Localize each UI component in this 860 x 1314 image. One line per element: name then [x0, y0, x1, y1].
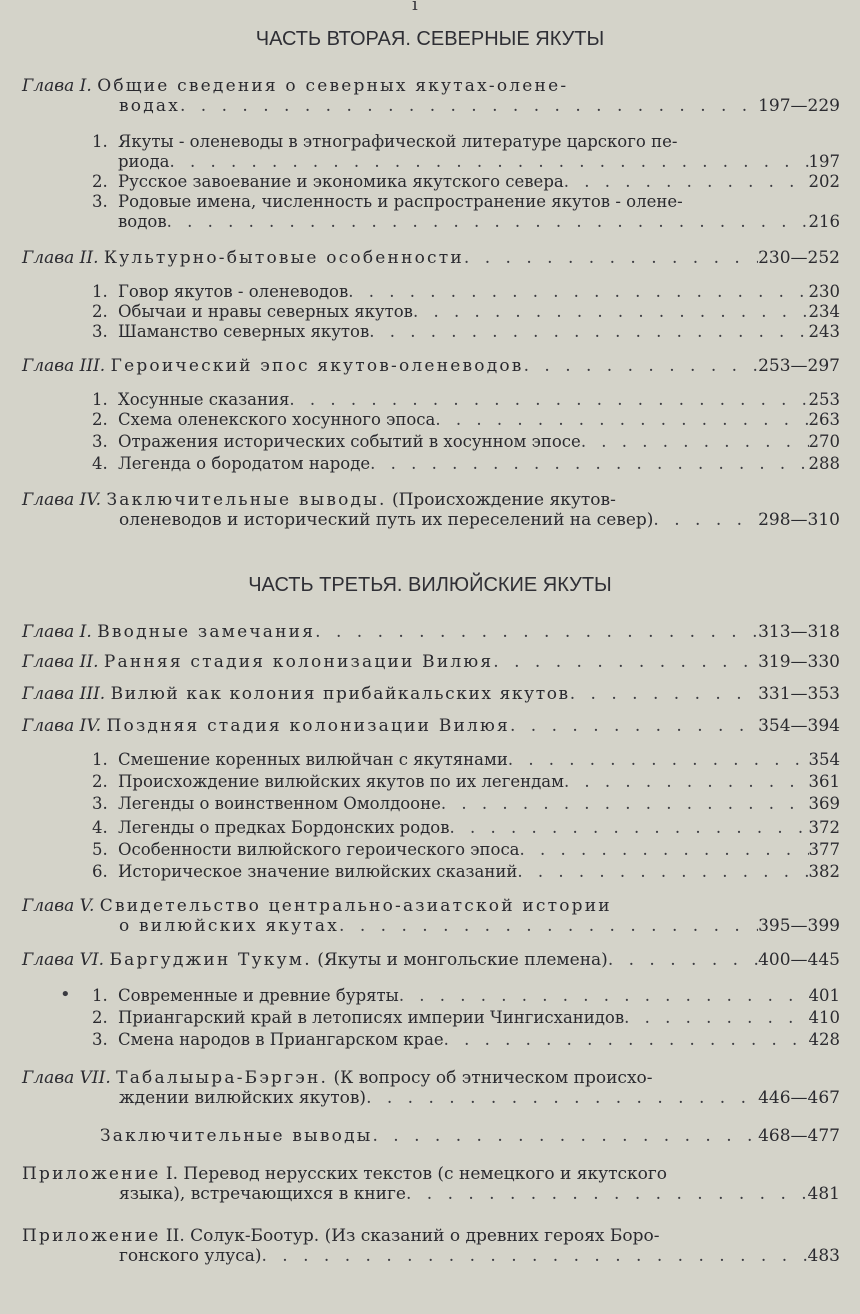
- chapter-title: Табалыыра-Бэргэн.: [116, 1068, 329, 1088]
- section-page: 410: [808, 1008, 840, 1027]
- section-page: 288: [808, 454, 840, 473]
- conclusions-pages: 468—477: [758, 1126, 840, 1146]
- section-title: Якуты - оленеводы в этнографической литературе царского пе-: [118, 132, 678, 151]
- appendix-1: [22, 1164, 840, 1204]
- chapter-label: Глава II.: [22, 248, 99, 268]
- chapter-title: Ранняя стадия колонизации Вилюя: [103, 652, 494, 672]
- section-title: Говор якутов - оленеводов: [118, 282, 349, 301]
- chapter-label: Глава IV.: [22, 716, 102, 736]
- appendix-pages: 481: [807, 1184, 840, 1204]
- chapter-title-cont: водах: [119, 96, 180, 116]
- print-mark: ı: [412, 0, 418, 15]
- section-number: 2.: [92, 302, 108, 321]
- section-page: 354: [808, 750, 840, 769]
- chapter-p2-2: [22, 248, 840, 268]
- section-p2-3-1: [92, 390, 840, 410]
- section-p3-4-3: [92, 794, 840, 814]
- chapter-label: Глава V.: [22, 896, 95, 916]
- section-page: 253: [808, 390, 840, 409]
- section-number: 3.: [92, 432, 108, 451]
- section-title: Обычаи и нравы северных якутов: [118, 302, 413, 321]
- appendix-title-cont: языка), встречающихся в книге: [119, 1184, 406, 1204]
- section-p3-6-2: [92, 1008, 840, 1028]
- chapter-p2-1: [22, 76, 840, 116]
- section-number: 2.: [92, 410, 108, 429]
- section-page: 216: [808, 212, 840, 231]
- appendix-label: Приложение: [22, 1226, 161, 1246]
- section-page: 263: [808, 410, 840, 429]
- section-title: Русское завоевание и экономика якутского севера: [118, 172, 564, 191]
- section-page: 197: [808, 152, 840, 171]
- section-page: 377: [808, 840, 840, 859]
- chapter-title: Общие сведения о северных якутах-олене-: [97, 76, 569, 96]
- section-number: 3.: [92, 1030, 108, 1049]
- section-title: Современные и древние буряты: [118, 986, 399, 1005]
- chapter-pages: 230—252: [758, 248, 840, 268]
- section-number: 3.: [92, 794, 108, 813]
- chapter-label: Глава VII.: [22, 1068, 111, 1088]
- bullet-mark: •: [60, 984, 71, 1005]
- section-p3-4-6: [92, 862, 840, 882]
- section-number: 2.: [92, 1008, 108, 1027]
- appendix-title: I. Перевод нерусских текстов (с немецкого и якутского: [165, 1164, 668, 1184]
- section-page: 234: [808, 302, 840, 321]
- chapter-pages: 400—445: [758, 950, 840, 970]
- chapter-p3-7: [22, 1068, 840, 1108]
- chapter-subtitle-cont: оленеводов и исторический путь их переселений на север): [119, 510, 654, 530]
- chapter-title: Вилюй как колония прибайкальских якутов: [110, 684, 570, 704]
- chapter-pages: 313—318: [758, 622, 840, 642]
- section-title: Легенды о предках Бордонских родов: [118, 818, 450, 837]
- chapter-pages: 298—310: [758, 510, 840, 530]
- section-title: Историческое значение вилюйских сказаний: [118, 862, 518, 881]
- section-page: 369: [808, 794, 840, 813]
- appendix-pages: 483: [807, 1246, 840, 1266]
- section-p2-2-3: [92, 322, 840, 342]
- section-p2-3-4: [92, 454, 840, 474]
- section-page: 361: [808, 772, 840, 791]
- section-number: 1.: [92, 132, 108, 151]
- chapter-pages: 253—297: [758, 356, 840, 376]
- section-title: Происхождение вилюйских якутов по их легендам: [118, 772, 564, 791]
- section-page: 230: [808, 282, 840, 301]
- section-p2-3-2: [92, 410, 840, 430]
- chapter-pages: 446—467: [758, 1088, 840, 1108]
- chapter-label: Глава IV.: [22, 490, 102, 510]
- section-number: 1.: [92, 986, 108, 1005]
- section-title: Особенности вилюйского героического эпоса: [118, 840, 520, 859]
- chapter-p3-4: [22, 716, 840, 736]
- chapter-title-cont: о вилюйских якутах: [119, 916, 340, 936]
- section-number: 2.: [92, 172, 108, 191]
- chapter-subtitle: (Якуты и монгольские племена): [317, 950, 608, 970]
- conclusions-title: Заключительные выводы: [100, 1126, 373, 1146]
- appendix-title: II. Солук-Боотур. (Из сказаний о древних героях Боро-: [165, 1226, 660, 1246]
- chapter-title: Героический эпос якутов-оленеводов: [110, 356, 524, 376]
- section-p2-1-1: [92, 132, 840, 172]
- section-p2-2-2: [92, 302, 840, 322]
- appendix-title-cont: гонского улуса): [119, 1246, 262, 1266]
- chapter-subtitle: (Происхождение якутов-: [391, 490, 616, 510]
- section-number: 2.: [92, 772, 108, 791]
- chapter-label: Глава I.: [22, 622, 92, 642]
- part-three-title: ЧАСТЬ ТРЕТЬЯ. ВИЛЮЙСКИЕ ЯКУТЫ: [248, 574, 612, 596]
- section-title-cont: водов: [118, 212, 167, 231]
- section-page: 243: [808, 322, 840, 341]
- section-page: 202: [808, 172, 840, 191]
- section-p3-6-1: [92, 986, 840, 1006]
- section-p2-1-3: [92, 192, 840, 232]
- chapter-pages: 331—353: [758, 684, 840, 704]
- section-p3-6-3: [92, 1030, 840, 1050]
- chapter-title: Вводные замечания: [97, 622, 316, 642]
- chapter-p3-1: [22, 622, 840, 642]
- section-title: Шаманство северных якутов: [118, 322, 370, 341]
- chapter-subtitle: (К вопросу об этническом происхо-: [333, 1068, 653, 1088]
- chapter-label: Глава III.: [22, 356, 106, 376]
- chapter-p3-3: [22, 684, 840, 704]
- section-p3-4-5: [92, 840, 840, 860]
- chapter-label: Глава III.: [22, 684, 106, 704]
- section-number: 1.: [92, 390, 108, 409]
- chapter-p2-4: [22, 490, 840, 530]
- section-p2-2-1: [92, 282, 840, 302]
- section-number: 5.: [92, 840, 108, 859]
- section-title: Смешение коренных вилюйчан с якутянами: [118, 750, 508, 769]
- section-title: Хосунные сказания: [118, 390, 290, 409]
- section-p2-1-2: [92, 172, 840, 192]
- section-number: 6.: [92, 862, 108, 881]
- section-p3-4-1: [92, 750, 840, 770]
- section-page: 428: [808, 1030, 840, 1049]
- section-title-cont: риода: [118, 152, 170, 171]
- section-title: Легенды о воинственном Омолдооне: [118, 794, 441, 813]
- section-p2-3-3: [92, 432, 840, 452]
- section-p3-4-4: [92, 818, 840, 838]
- section-number: 1.: [92, 282, 108, 301]
- chapter-p3-5: [22, 896, 840, 936]
- section-p3-4-2: [92, 772, 840, 792]
- chapter-title: Поздняя стадия колонизации Вилюя: [106, 716, 510, 736]
- section-page: 382: [808, 862, 840, 881]
- chapter-label: Глава I.: [22, 76, 92, 96]
- chapter-subtitle-cont: ждении вилюйских якутов): [119, 1088, 367, 1108]
- chapter-title: Заключительные выводы.: [106, 490, 387, 510]
- section-number: 1.: [92, 750, 108, 769]
- section-title: Легенда о бородатом народе: [118, 454, 371, 473]
- chapter-pages: 319—330: [758, 652, 840, 672]
- chapter-p3-2: [22, 652, 840, 672]
- appendix-label: Приложение: [22, 1164, 161, 1184]
- chapter-pages: 197—229: [758, 96, 840, 116]
- chapter-label: Глава VI.: [22, 950, 105, 970]
- section-title: Схема оленекского хосунного эпоса: [118, 410, 436, 429]
- chapter-pages: 354—394: [758, 716, 840, 736]
- section-title: Отражения исторических событий в хосунном эпосе: [118, 432, 581, 451]
- section-number: 3.: [92, 322, 108, 341]
- part-two-title: ЧАСТЬ ВТОРАЯ. СЕВЕРНЫЕ ЯКУТЫ: [255, 28, 605, 50]
- section-number: 4.: [92, 818, 108, 837]
- chapter-p3-6: [22, 950, 840, 970]
- chapter-pages: 395—399: [758, 916, 840, 936]
- section-page: 401: [808, 986, 840, 1005]
- section-number: 4.: [92, 454, 108, 473]
- section-title: Приангарский край в летописях империи Чингисханидов: [118, 1008, 625, 1027]
- section-title: Смена народов в Приангарском крае: [118, 1030, 444, 1049]
- section-page: 270: [808, 432, 840, 451]
- chapter-p2-3: [22, 356, 840, 376]
- chapter-title: Культурно-бытовые особенности: [103, 248, 464, 268]
- section-number: 3.: [92, 192, 108, 211]
- appendix-2: [22, 1226, 840, 1266]
- conclusions-entry: [100, 1126, 840, 1146]
- chapter-title: Свидетельство центрально-азиатской истории: [99, 896, 612, 916]
- chapter-title: Баргуджин Тукум.: [109, 950, 312, 970]
- section-page: 372: [808, 818, 840, 837]
- chapter-label: Глава II.: [22, 652, 99, 672]
- section-title: Родовые имена, численность и распространение якутов - олене-: [118, 192, 683, 211]
